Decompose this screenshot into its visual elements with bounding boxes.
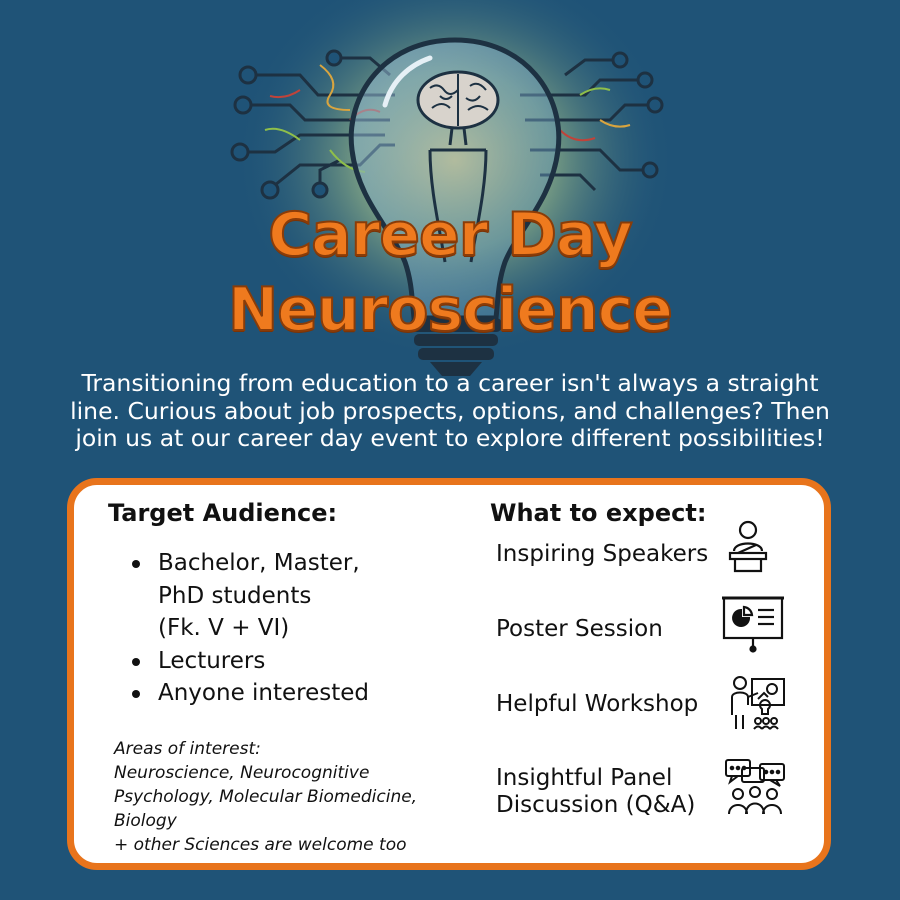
- list-item: [114, 677, 369, 710]
- intro-line: Transitioning from education to a career isn't always a straight: [81, 369, 819, 397]
- presentation-board-icon: [722, 595, 784, 653]
- panel-discussion-icon: [724, 758, 786, 818]
- list-item-line: (Fk. V + VI): [158, 615, 290, 641]
- areas-line: Areas of interest:: [114, 739, 261, 759]
- expect-item-label: Poster Session: [496, 616, 663, 642]
- bullet-icon: [132, 690, 140, 698]
- intro-paragraph: [40, 370, 860, 453]
- expect-item: [496, 765, 695, 819]
- speaker-podium-icon: [726, 519, 770, 573]
- bullet-icon: [132, 560, 140, 568]
- areas-line: Psychology, Molecular Biomedicine,: [114, 787, 418, 807]
- workshop-icon: [728, 675, 786, 731]
- list-item: [114, 645, 369, 678]
- audience-heading: Target Audience:: [108, 499, 338, 527]
- list-item-line: PhD students: [158, 582, 312, 609]
- expect-item-label: Helpful Workshop: [496, 691, 699, 717]
- list-item-line: Bachelor, Master,: [158, 550, 360, 576]
- list-item: [114, 547, 369, 645]
- list-item-line: Anyone interested: [158, 680, 370, 706]
- intro-line: join us at our career day event to explore different possibilities!: [75, 424, 825, 452]
- expect-item: [496, 541, 708, 568]
- areas-line: Neuroscience, Neurocognitive: [114, 763, 370, 783]
- info-card: [67, 478, 831, 870]
- title-line-2: Neuroscience: [228, 275, 672, 345]
- list-item-line: Lecturers: [158, 647, 266, 674]
- expect-item: [496, 691, 698, 718]
- expect-item: [496, 616, 663, 643]
- areas-line: + other Sciences are welcome too: [114, 835, 407, 855]
- intro-line: line. Curious about job prospects, options, and challenges? Then: [70, 396, 830, 425]
- bullet-icon: [132, 658, 140, 666]
- expect-item-label: Discussion (Q&A): [496, 792, 696, 818]
- audience-list: [114, 547, 369, 710]
- title-line-1: Career Day: [268, 200, 632, 270]
- expect-item-label: Insightful Panel: [496, 765, 673, 791]
- expect-item-label: Inspiring Speakers: [496, 541, 709, 567]
- expect-heading: What to expect:: [490, 499, 707, 527]
- areas-of-interest: [114, 737, 454, 857]
- areas-line: Biology: [114, 811, 177, 831]
